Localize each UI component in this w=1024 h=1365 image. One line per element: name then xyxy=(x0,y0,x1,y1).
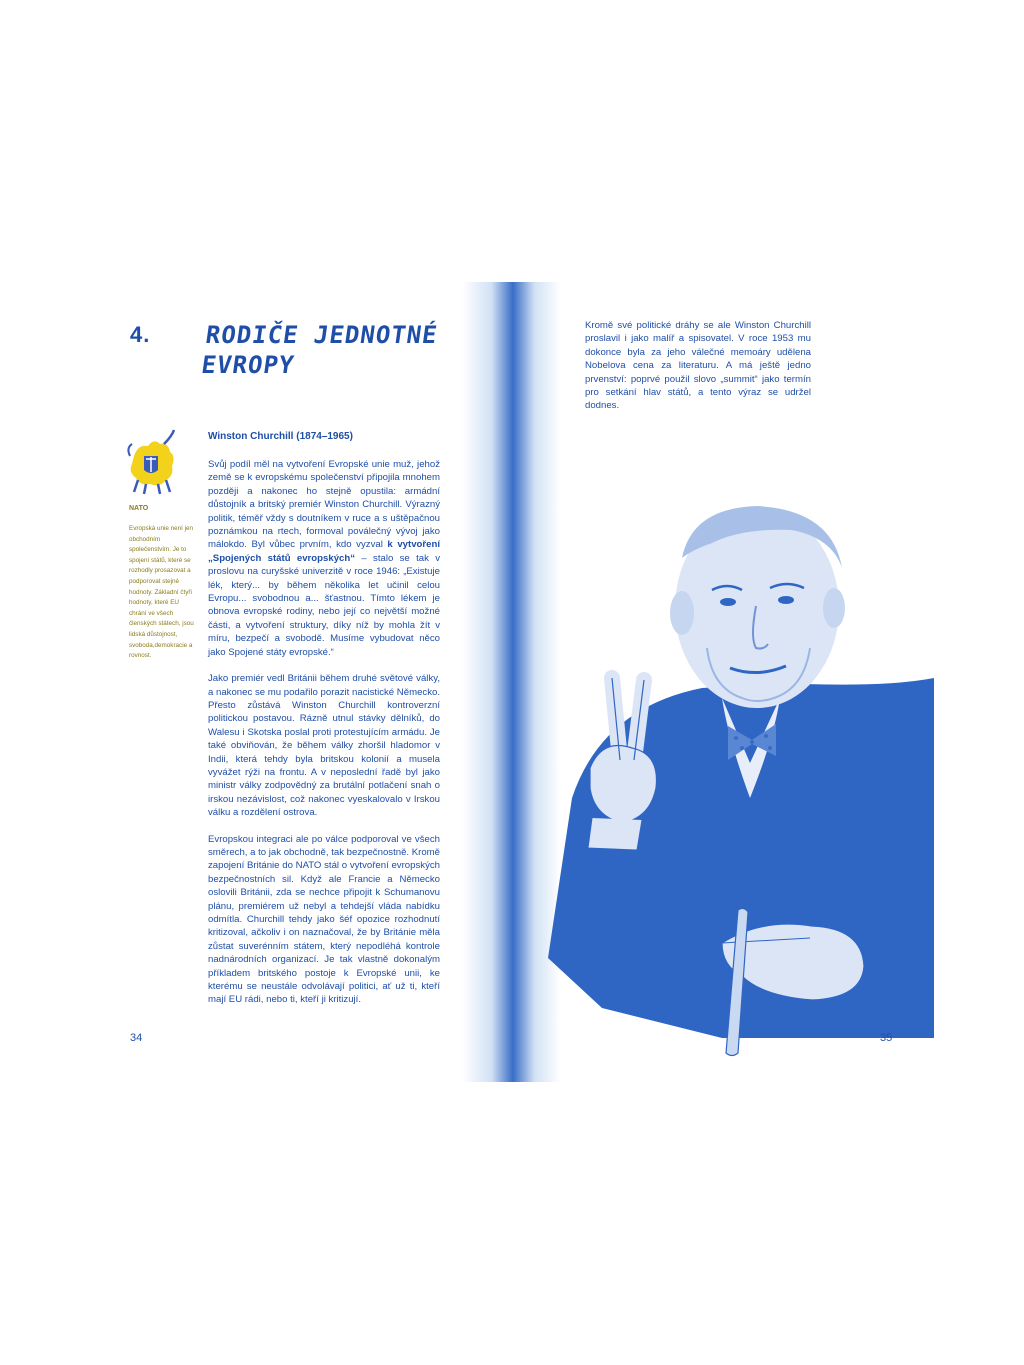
paragraph-1-part-1: Svůj podíl měl na vytvoření Evropské unie muž, jehož země se k evropskému společenství připojila mnohem později a nakonec ho stejně opustila: armádní důstojník a britský premiér Winston Churchill. Výrazný politik, téměř vždy s doutníkem v ruce a s uštěpačnou poznámkou na rtech, formoval poválečný vývoj jako málokdo. Byl vůbec prvním, kdo vyzval xyxy=(208,459,440,551)
sidebar-heading: NATO xyxy=(129,505,149,512)
right-page-paragraph: Kromě své politické dráhy se ale Winston Churchill proslavil i jako malíř a spisovatel. V roce 1953 mu dokonce byla za jeho válečné memoáry udělena Nobelova cena za literaturu. A má ještě jedno prvenství: poprvé použil slovo „summit“ jako termín pro setkání hlav států, a tento výraz se udržel dodnes. xyxy=(585,320,811,412)
paragraph-1-part-2: – stalo se tak v proslovu na curyšské univerzitě v roce 1946: „Existuje lék, který... by během několika let učinil celou Evropu... svobodnou a... šťastnou. Tímto lékem je obnova evropské rodiny, nebo její co největší možné části, a vytvoření struktury, díky níž by mohla žít v míru, bezpečí a svobodě. Musíme vybudovat něco jako Spojené státy evropské.“ xyxy=(208,552,441,658)
paragraph-1 xyxy=(208,458,440,659)
paragraph-1-bold: k vytvoření „Spojených států evropských“ xyxy=(208,539,440,564)
paragraph-3: Evropskou integraci ale po válce podporoval ve všech směrech, a to jak obchodně, tak bezpečnostně. Kromě zapojení Británie do NATO stál o vytvoření evropských bezpečnostních sil. Když ale Francie a Německo oslovili Británii, zda se nechce připojit k Schumanovu plánu, premiérem už nebyl a tehdejší vláda nabídku odmítla. Churchill tehdy jako šéf opozice rozhodnutí kritizoval, ačkoliv i on naznačoval, že by Británie měla zůstat suverénním státem, který nepodléhá kontrole nadnárodních organizací. Je tak vlastně dokonalým příkladem britského postoje k Evropské unii, ke kterému se neustále odvolávají politici, ať už ti, kteří mají EU rádi, nebo ti, kteří ji kritizují. xyxy=(208,833,440,1006)
churchill-portrait-illustration xyxy=(542,498,938,1068)
chapter-number: 4. xyxy=(130,322,151,347)
page-number-right: 35 xyxy=(880,1032,893,1044)
section-heading: Winston Churchill (1874–1965) xyxy=(208,431,353,442)
nato-lion-emblem-icon xyxy=(124,426,180,496)
main-text-column xyxy=(208,430,440,1020)
paragraph-2: Jako premiér vedl Británii během druhé světové války, a nakonec se mu podařilo porazit nacistické Německo. Přesto zůstává Winston Churchill kontroverzní politickou postavou. Rázně utnul stávky dělníků, do Walesu i Skotska poslal proti protestujícím armádu. Je také obviňován, že během války zhoršil hladomor v Indii, která tehdy byla britskou kolonií a musela vyvážet rýži na frontu. A v neposlední řadě byl jako ministr války zodpovědný za brutální potlačení snah o irskou nezávislost, což nakonec vyeskalovalo v Irskou válku a rozdělení ostrova. xyxy=(208,673,440,819)
sidebar-text: Evropská unie není jen obchodním společenstvím. Je to spojení států, které se rozhodly prosazovat a podporovat stejné hodnoty. Základní čtyři hodnoty, které EU chrání ve všech členských státech, jsou lidská důstojnost, svoboda,demokracie a rovnost. xyxy=(129,525,194,660)
page-number-left: 34 xyxy=(130,1032,143,1044)
chapter-title: RODIČE JEDNOTNÉ EVROPY xyxy=(199,321,440,379)
